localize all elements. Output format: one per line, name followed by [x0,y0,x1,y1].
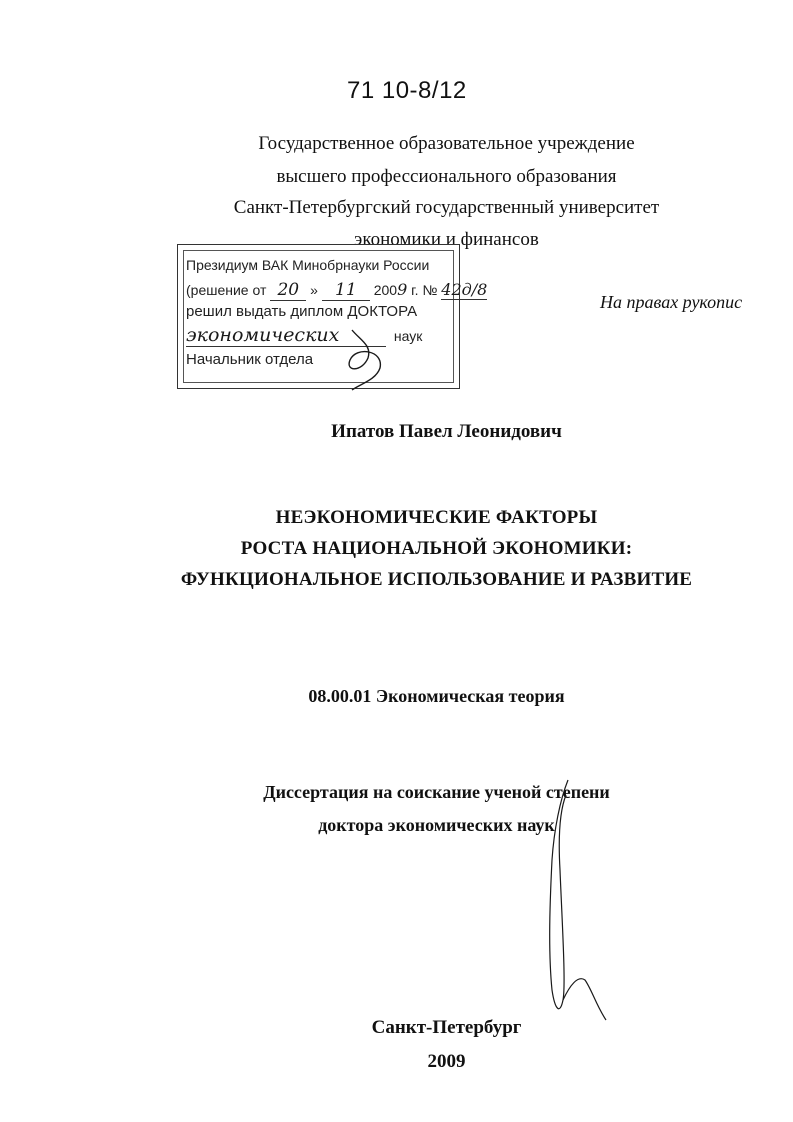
title-line-1: НЕЭКОНОМИЧЕСКИЕ ФАКТОРЫ [275,507,598,528]
dissertation-line-1: Диссертация на соискание ученой степени [263,782,610,802]
institution-line-2: высшего профессионального образования [276,166,617,187]
catalog-number: 71 10-8/12 [347,77,467,104]
stamp-science-suffix: наук [393,328,423,344]
stamp-decision-month: 11 [322,280,370,301]
stamp-decision-number: 42д/8 [441,280,488,299]
stamp-line-department-head: Начальник отдела [186,351,314,368]
stamp-line-presidium: Президиум ВАК Минобрнауки России [186,257,430,273]
institution-line-4: экономики и финансов [354,229,539,250]
stamp-decision-year-digit: 9 [397,280,408,299]
institution-line-3: Санкт-Петербургский государственный университет [233,197,660,218]
institution-line-1: Государственное образовательное учреждение [258,133,635,154]
specialty: 08.00.01 Экономическая теория [308,686,565,706]
stamp-decision-prefix: (решение от [186,282,267,298]
stamp-line-diploma: решил выдать диплом ДОКТОРА [186,303,418,320]
city: Санкт-Петербург [371,1017,522,1038]
stamp-line-decision: (решение от 20 » 11 2009 г. № 42д/8 [186,280,488,300]
signature-tail [563,979,606,1020]
title-line-3: ФУНКЦИОНАЛЬНОЕ ИСПОЛЬЗОВАНИЕ И РАЗВИТИЕ [180,569,693,590]
author-name: Ипатов Павел Леонидович [331,421,562,442]
dissertation-signature [550,780,568,1009]
year: 2009 [427,1051,466,1072]
stamp-decision-year-prefix: 200 [373,282,398,298]
title-line-2: РОСТА НАЦИОНАЛЬНОЙ ЭКОНОМИКИ: [240,538,633,559]
stamp-signature [349,330,380,390]
rights-note: На правах рукопис [600,292,743,312]
dissertation-line-2: доктора экономических наук [318,815,555,835]
stamp-decision-day: 20 [270,280,306,301]
stamp-decision-year-suffix: г. № [411,282,438,298]
stamp-science-handwritten: экономических [186,324,386,347]
